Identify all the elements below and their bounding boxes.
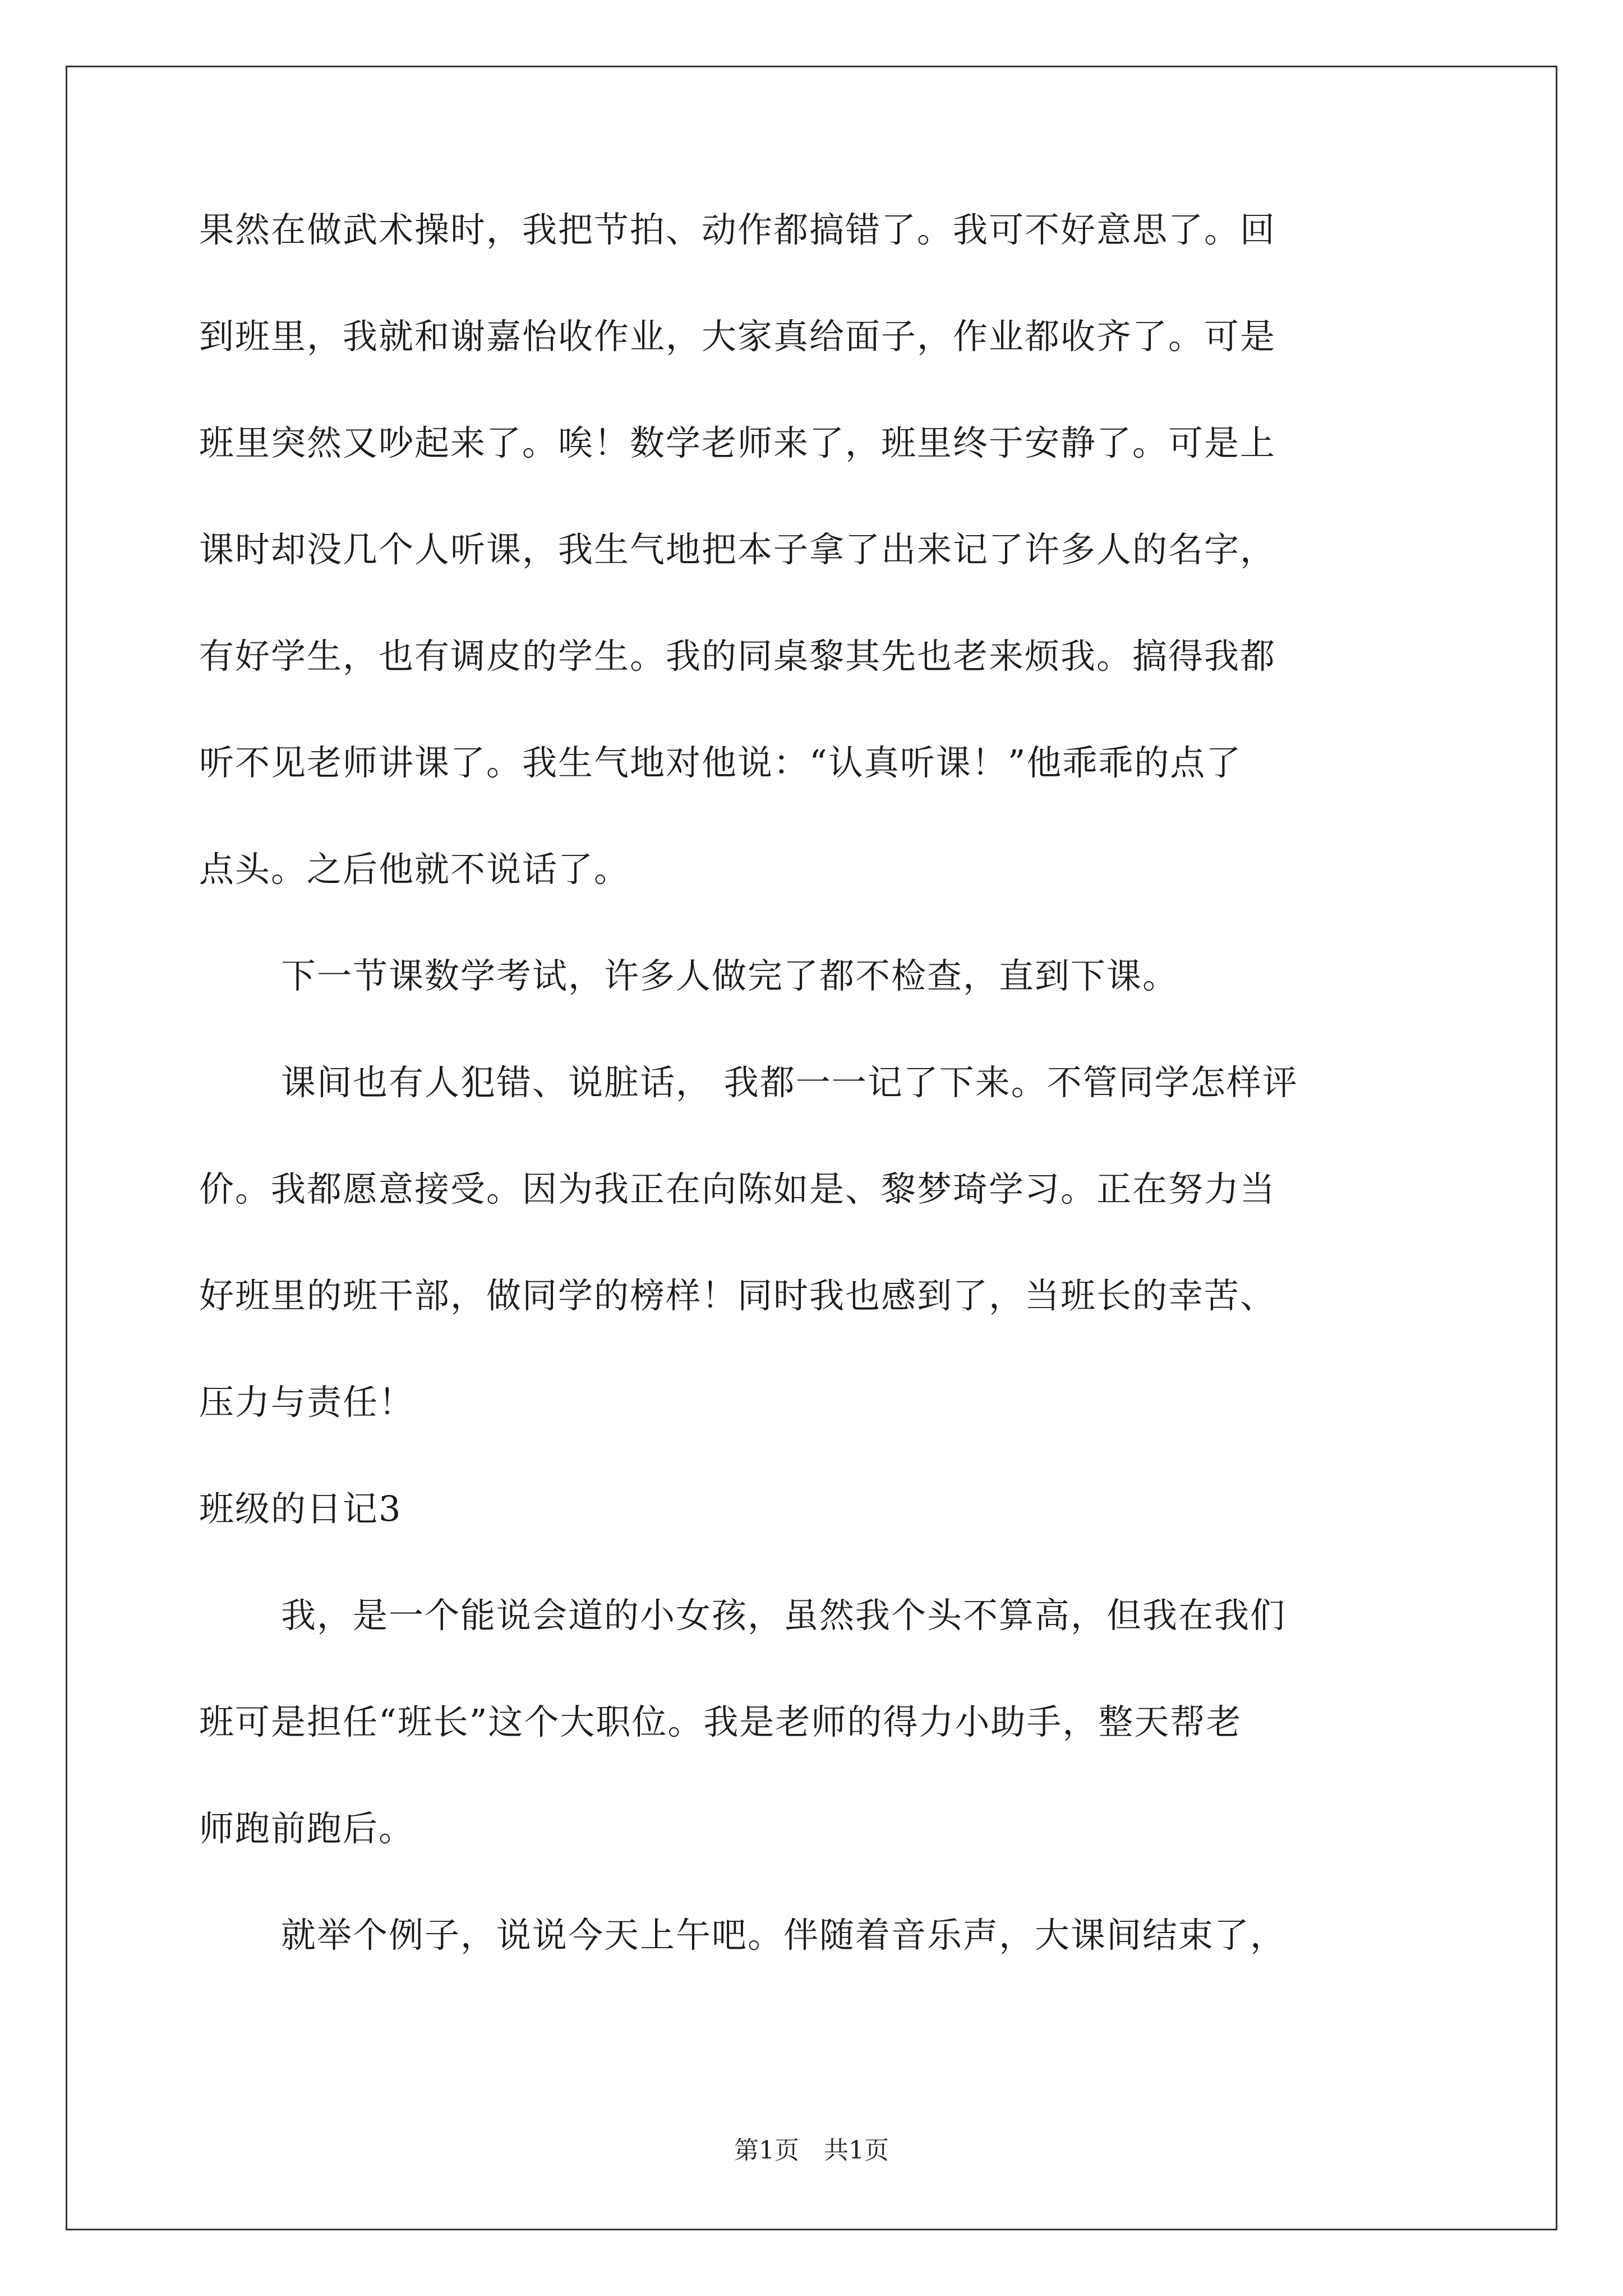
paragraph-line: 有好学生，也有调皮的学生。我的同桌黎其先也老来烦我。搞得我都 [199,636,1276,677]
paragraph-line: 果然在做武术操时，我把节拍、动作都搞错了。我可不好意思了。回 [199,209,1276,250]
paragraph-line: 到班里，我就和谢嘉怡收作业，大家真给面子，作业都收齐了。可是 [199,316,1276,357]
paragraph-line: 下一节课数学考试，许多人做完了都不检查，直到下课。 [281,955,1179,996]
paragraph-line: 价。我都愿意接受。因为我正在向陈如是、黎梦琦学习。正在努力当 [199,1168,1276,1209]
paragraph-line: 课间也有人犯错、说脏话， 我都一一记了下来。不管同学怎样评 [281,1062,1298,1103]
paragraph-line: 点头。之后他就不说话了。 [199,849,630,890]
paragraph-line: 班里突然又吵起来了。唉！数学老师来了，班里终于安静了。可是上 [199,422,1276,463]
paragraph-line: 好班里的班干部，做同学的榜样！同时我也感到了，当班长的幸苦、 [199,1275,1276,1316]
paragraph-line: 听不见老师讲课了。我生气地对他说：“认真听课！”他乖乖的点了 [199,742,1242,783]
paragraph-line: 就举个例子，说说今天上午吧。伴随着音乐声，大课间结束了， [281,1915,1287,1955]
page-border [66,66,1557,2230]
section-heading: 班级的日记3 [199,1488,402,1529]
paragraph-line: 师跑前跑后。 [199,1808,415,1849]
paragraph-line: 压力与责任！ [199,1382,415,1423]
paragraph-line: 我，是一个能说会道的小女孩，虽然我个头不算高，但我在我们 [281,1595,1287,1636]
page-footer: 第1页 共1页 [734,2136,889,2165]
paragraph-line: 班可是担任“班长”这个大职位。我是老师的得力小助手，整天帮老 [199,1701,1242,1742]
paragraph-line: 课时却没几个人听课，我生气地把本子拿了出来记了许多人的名字， [199,529,1276,570]
